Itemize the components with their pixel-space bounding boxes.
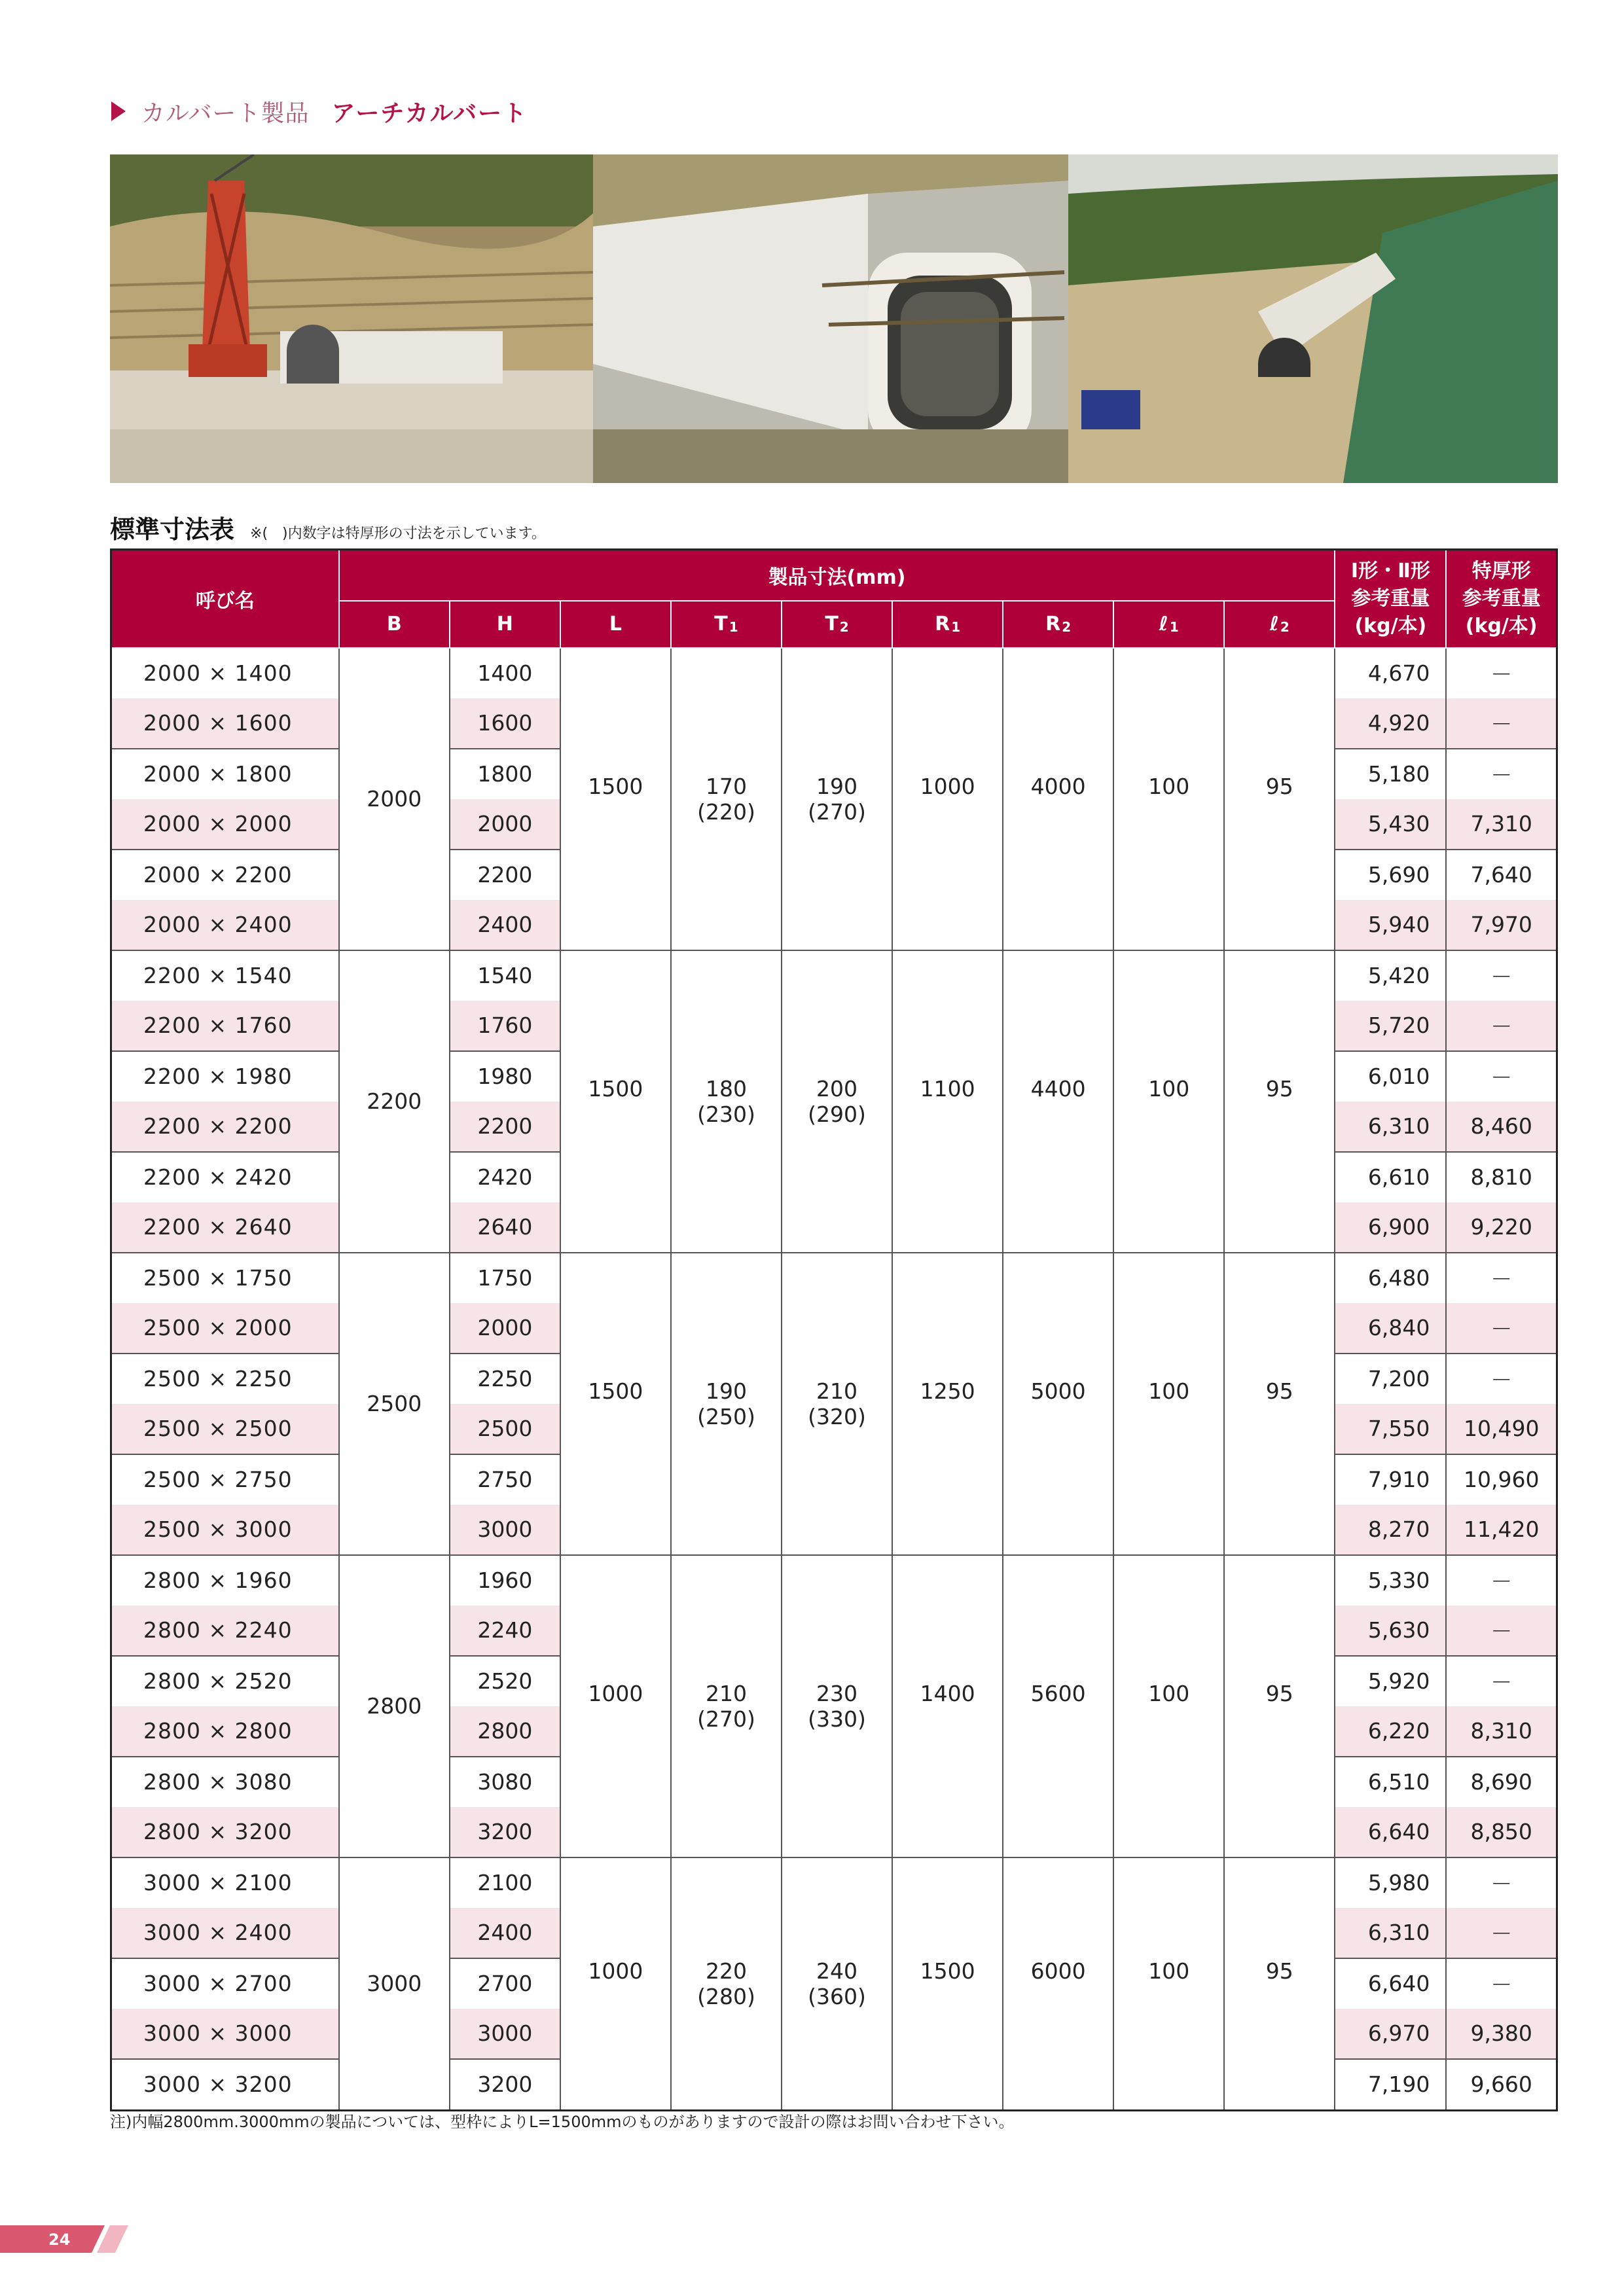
header-l1: ℓ 1 [1113, 601, 1224, 648]
cell-h: 2750 [450, 1454, 560, 1505]
cell-weight-thick: 8,850 [1446, 1807, 1557, 1857]
cell-l [560, 648, 671, 950]
cell-h: 2800 [450, 1706, 560, 1757]
cell-nominal-size: 2500 × 2000 [111, 1303, 339, 1354]
cell-h: 2240 [450, 1605, 560, 1656]
cell-l2-value: 95 [1265, 1680, 1293, 1706]
cell-weight-thick: － [1446, 1303, 1557, 1354]
cell-weight-standard: 5,330 [1335, 1555, 1446, 1605]
cell-t2-thick-value: (320) [808, 1403, 866, 1429]
cell-weight-thick: 8,690 [1446, 1757, 1557, 1807]
cell-b: 2000 [339, 648, 450, 950]
cell-t2-value: 200 [816, 1075, 858, 1102]
cell-l-value: 1500 [588, 1378, 643, 1404]
spacer [893, 799, 1002, 825]
cell-weight-standard: 5,180 [1335, 749, 1446, 799]
cell-weight-standard: 6,610 [1335, 1152, 1446, 1202]
cell-l1-value: 100 [1148, 1075, 1190, 1102]
section-title: 標準寸法表 [110, 515, 235, 544]
cell-weight-thick: 10,960 [1446, 1454, 1557, 1505]
cell-t1-value: 210 [705, 1680, 747, 1706]
header-name: 呼び名 [111, 550, 339, 648]
cell-weight-thick: 9,660 [1446, 2059, 1557, 2111]
spacer [561, 799, 670, 825]
cell-r1 [892, 1555, 1003, 1857]
cell-r2-value: 5600 [1030, 1680, 1086, 1706]
cell-l2 [1224, 648, 1335, 950]
cell-b: 2500 [339, 1253, 450, 1555]
cell-weight-standard: 8,270 [1335, 1505, 1446, 1555]
cell-weight-standard: 6,010 [1335, 1051, 1446, 1102]
spacer [893, 1102, 1002, 1127]
cell-weight-thick: 7,310 [1446, 799, 1557, 850]
cell-weight-thick: － [1446, 1354, 1557, 1404]
header-b: B [339, 601, 450, 648]
cell-weight-standard: 5,430 [1335, 799, 1446, 850]
cell-t2-thick-value: (330) [808, 1706, 866, 1732]
spacer [1225, 799, 1334, 825]
cell-h: 2500 [450, 1404, 560, 1454]
cell-l1-value: 100 [1148, 1958, 1190, 1984]
breadcrumb [111, 97, 528, 126]
cell-nominal-size: 2800 × 2800 [111, 1706, 339, 1757]
cell-t2-value: 240 [816, 1958, 858, 1984]
cell-l-value: 1000 [588, 1958, 643, 1984]
header-weight-thick: 特厚形 参考重量 (kg/本) [1446, 550, 1557, 648]
spacer [1225, 1706, 1334, 1732]
cell-l [560, 950, 671, 1253]
cell-weight-standard: 4,670 [1335, 648, 1446, 698]
cell-r2-value: 4000 [1030, 773, 1086, 799]
header-l: L [560, 601, 671, 648]
cell-h: 3200 [450, 2059, 560, 2111]
cell-nominal-size: 3000 × 2100 [111, 1857, 339, 1908]
cell-weight-standard: 6,640 [1335, 1958, 1446, 2009]
cell-weight-thick: － [1446, 1908, 1557, 1958]
cell-t1 [671, 1253, 782, 1555]
table-row [111, 1555, 1557, 1605]
cell-t1-thick-value: (230) [697, 1101, 755, 1127]
cell-t1-value: 170 [705, 773, 747, 799]
cell-weight-thick: － [1446, 1605, 1557, 1656]
cell-r2 [1003, 1253, 1113, 1555]
cell-r2-value: 5000 [1030, 1378, 1086, 1404]
cell-r2 [1003, 1555, 1113, 1857]
cell-weight-thick: 9,220 [1446, 1202, 1557, 1253]
header-h: H [450, 601, 560, 648]
cell-h: 2250 [450, 1354, 560, 1404]
cell-t2-value: 230 [816, 1680, 858, 1706]
cell-b: 2800 [339, 1555, 450, 1857]
cell-l [560, 1555, 671, 1857]
spacer [1003, 1404, 1113, 1429]
cell-nominal-size: 2200 × 1980 [111, 1051, 339, 1102]
cell-nominal-size: 2200 × 2420 [111, 1152, 339, 1202]
page-number-tab [0, 2225, 131, 2253]
header-r1: R 1 [892, 601, 1003, 648]
photo-crane-construction [110, 154, 593, 483]
cell-t2 [782, 648, 892, 950]
cell-nominal-size: 3000 × 2400 [111, 1908, 339, 1958]
spacer [1114, 1984, 1223, 2009]
cell-weight-standard: 5,720 [1335, 1001, 1446, 1051]
header-t2: T 2 [782, 601, 892, 648]
cell-t1-thick-value: (250) [697, 1403, 755, 1429]
cell-h: 2400 [450, 1908, 560, 1958]
header-weight-standard: Ⅰ形・Ⅱ形 参考重量 (kg/本) [1335, 550, 1446, 648]
cell-r1-value: 1250 [920, 1378, 975, 1404]
cell-weight-thick: 7,640 [1446, 850, 1557, 900]
breadcrumb-product: アーチカルバート [331, 99, 528, 127]
cell-r1 [892, 1253, 1003, 1555]
cell-nominal-size: 2500 × 1750 [111, 1253, 339, 1303]
cell-weight-thick: － [1446, 749, 1557, 799]
cell-r1 [892, 648, 1003, 950]
cell-t1-thick-value: (220) [697, 798, 755, 825]
cell-r1-value: 1100 [920, 1075, 975, 1102]
cell-r2 [1003, 950, 1113, 1253]
header-r2: R 2 [1003, 601, 1113, 648]
cell-r1-value: 1500 [920, 1958, 975, 1984]
cell-r1 [892, 1857, 1003, 2111]
spacer [1003, 1706, 1113, 1732]
cell-t1-value: 220 [705, 1958, 747, 1984]
spacer [1225, 1102, 1334, 1127]
section-note: ※( )内数字は特厚形の寸法を示しています。 [250, 526, 546, 542]
cell-nominal-size: 2200 × 2200 [111, 1102, 339, 1152]
cell-h: 2100 [450, 1857, 560, 1908]
cell-h: 2640 [450, 1202, 560, 1253]
cell-l1 [1113, 1857, 1224, 2111]
cell-nominal-size: 2000 × 2400 [111, 900, 339, 950]
spacer [1114, 1706, 1223, 1732]
cell-nominal-size: 2200 × 1540 [111, 950, 339, 1001]
cell-weight-standard: 6,970 [1335, 2009, 1446, 2059]
cell-nominal-size: 2500 × 2500 [111, 1404, 339, 1454]
cell-r1 [892, 950, 1003, 1253]
cell-weight-standard: 5,420 [1335, 950, 1446, 1001]
cell-l1-value: 100 [1148, 1378, 1190, 1404]
cell-weight-standard: 7,910 [1335, 1454, 1446, 1505]
cell-weight-standard: 5,940 [1335, 900, 1446, 950]
cell-nominal-size: 2200 × 1760 [111, 1001, 339, 1051]
table-row [111, 950, 1557, 1001]
cell-l2-value: 95 [1265, 1075, 1293, 1102]
cell-h: 1540 [450, 950, 560, 1001]
cell-weight-thick: 8,310 [1446, 1706, 1557, 1757]
cell-r1-value: 1400 [920, 1680, 975, 1706]
cell-l2 [1224, 1857, 1335, 2111]
cell-l2 [1224, 1555, 1335, 1857]
cell-t2 [782, 1857, 892, 2111]
spacer [561, 1102, 670, 1127]
cell-weight-thick: 9,380 [1446, 2009, 1557, 2059]
cell-t1-value: 190 [705, 1378, 747, 1404]
cell-t1-thick-value: (270) [697, 1706, 755, 1732]
cell-h: 2000 [450, 1303, 560, 1354]
cell-l2-value: 95 [1265, 1958, 1293, 1984]
cell-t1-thick-value: (280) [697, 1983, 755, 2009]
cell-weight-thick: － [1446, 1051, 1557, 1102]
cell-l-value: 1500 [588, 1075, 643, 1102]
table-row [111, 1857, 1557, 1908]
cell-weight-thick: 8,810 [1446, 1152, 1557, 1202]
cell-h: 1760 [450, 1001, 560, 1051]
cell-weight-standard: 6,900 [1335, 1202, 1446, 1253]
cell-r2 [1003, 1857, 1113, 2111]
cell-weight-thick: － [1446, 1857, 1557, 1908]
cell-h: 3080 [450, 1757, 560, 1807]
cell-weight-thick: － [1446, 1555, 1557, 1605]
cell-b: 2200 [339, 950, 450, 1253]
header-dimensions: 製品寸法(mm) [339, 550, 1335, 601]
cell-l1 [1113, 648, 1224, 950]
spacer [561, 1984, 670, 2009]
spacer [1003, 1102, 1113, 1127]
cell-h: 1980 [450, 1051, 560, 1102]
cell-t2 [782, 1555, 892, 1857]
cell-nominal-size: 2800 × 3080 [111, 1757, 339, 1807]
cell-l [560, 1253, 671, 1555]
footnote: 注)内幅2800mm.3000mmの製品については、型枠によりL=1500mmのものがありますので設計の際はお問い合わせ下さい。 [110, 2113, 1015, 2131]
cell-t1-value: 180 [705, 1075, 747, 1102]
cell-r1-value: 1000 [920, 773, 975, 799]
spacer [1003, 799, 1113, 825]
cell-weight-thick: － [1446, 1656, 1557, 1706]
cell-weight-thick: － [1446, 1001, 1557, 1051]
spacer [1114, 1102, 1223, 1127]
cell-weight-thick: － [1446, 648, 1557, 698]
cell-h: 2420 [450, 1152, 560, 1202]
photo-strip [110, 154, 1558, 483]
cell-weight-standard: 7,200 [1335, 1354, 1446, 1404]
cell-weight-standard: 7,550 [1335, 1404, 1446, 1454]
cell-h: 3000 [450, 2009, 560, 2059]
cell-l [560, 1857, 671, 2111]
cell-weight-standard: 6,310 [1335, 1102, 1446, 1152]
cell-h: 2400 [450, 900, 560, 950]
cell-h: 2000 [450, 799, 560, 850]
cell-nominal-size: 3000 × 3000 [111, 2009, 339, 2059]
cell-l2 [1224, 950, 1335, 1253]
cell-t1 [671, 1555, 782, 1857]
cell-weight-standard: 5,690 [1335, 850, 1446, 900]
cell-nominal-size: 2000 × 2200 [111, 850, 339, 900]
cell-l2-value: 95 [1265, 1378, 1293, 1404]
cell-nominal-size: 2000 × 1800 [111, 749, 339, 799]
cell-t1 [671, 950, 782, 1253]
cell-t1 [671, 1857, 782, 2111]
cell-l1 [1113, 1253, 1224, 1555]
spacer [1225, 1404, 1334, 1429]
cell-l2-value: 95 [1265, 773, 1293, 799]
triangle-bullet-icon [111, 101, 126, 121]
cell-l-value: 1000 [588, 1680, 643, 1706]
page-number: 24 [48, 2231, 71, 2249]
header-t1: T 1 [671, 601, 782, 648]
cell-weight-thick: 7,970 [1446, 900, 1557, 950]
cell-nominal-size: 2500 × 2250 [111, 1354, 339, 1404]
spacer [893, 1984, 1002, 2009]
cell-weight-thick: － [1446, 698, 1557, 749]
cell-h: 2520 [450, 1656, 560, 1706]
spec-table [110, 548, 1558, 2111]
cell-h: 1750 [450, 1253, 560, 1303]
cell-nominal-size: 2000 × 2000 [111, 799, 339, 850]
cell-nominal-size: 2800 × 1960 [111, 1555, 339, 1605]
cell-h: 2200 [450, 850, 560, 900]
cell-weight-standard: 6,480 [1335, 1253, 1446, 1303]
cell-nominal-size: 2800 × 2240 [111, 1605, 339, 1656]
cell-r2 [1003, 648, 1113, 950]
cell-nominal-size: 2000 × 1600 [111, 698, 339, 749]
cell-r2-value: 6000 [1030, 1958, 1086, 1984]
cell-t2-thick-value: (290) [808, 1101, 866, 1127]
cell-h: 3000 [450, 1505, 560, 1555]
cell-nominal-size: 3000 × 2700 [111, 1958, 339, 2009]
cell-h: 1400 [450, 648, 560, 698]
table-row [111, 648, 1557, 698]
breadcrumb-category: カルバート製品 [141, 99, 310, 127]
cell-weight-thick: － [1446, 950, 1557, 1001]
cell-t1 [671, 648, 782, 950]
cell-nominal-size: 2500 × 3000 [111, 1505, 339, 1555]
cell-l1 [1113, 1555, 1224, 1857]
cell-weight-standard: 5,630 [1335, 1605, 1446, 1656]
cell-weight-standard: 6,510 [1335, 1757, 1446, 1807]
table-row [111, 1253, 1557, 1303]
cell-nominal-size: 2500 × 2750 [111, 1454, 339, 1505]
cell-t2-value: 210 [816, 1378, 858, 1404]
cell-weight-thick: 10,490 [1446, 1404, 1557, 1454]
cell-t2-thick-value: (360) [808, 1983, 866, 2009]
cell-nominal-size: 3000 × 3200 [111, 2059, 339, 2111]
cell-weight-standard: 6,640 [1335, 1807, 1446, 1857]
cell-weight-thick: 8,460 [1446, 1102, 1557, 1152]
cell-b: 3000 [339, 1857, 450, 2111]
section-header [110, 509, 546, 545]
photo-culvert-section [593, 154, 1068, 483]
cell-weight-thick: 11,420 [1446, 1505, 1557, 1555]
cell-weight-thick: － [1446, 1958, 1557, 2009]
cell-h: 1600 [450, 698, 560, 749]
cell-h: 1800 [450, 749, 560, 799]
cell-weight-standard: 5,980 [1335, 1857, 1446, 1908]
cell-r2-value: 4400 [1030, 1075, 1086, 1102]
cell-h: 3200 [450, 1807, 560, 1857]
cell-t2 [782, 1253, 892, 1555]
spacer [561, 1404, 670, 1429]
cell-h: 2200 [450, 1102, 560, 1152]
photo-culvert-site [1068, 154, 1558, 483]
cell-weight-standard: 6,220 [1335, 1706, 1446, 1757]
cell-weight-standard: 5,920 [1335, 1656, 1446, 1706]
cell-weight-thick: － [1446, 1253, 1557, 1303]
header-l2: ℓ 2 [1224, 601, 1335, 648]
cell-weight-standard: 6,840 [1335, 1303, 1446, 1354]
spacer [561, 1706, 670, 1732]
spacer [1114, 799, 1223, 825]
cell-weight-standard: 4,920 [1335, 698, 1446, 749]
spacer [1003, 1984, 1113, 2009]
spacer [893, 1404, 1002, 1429]
cell-l1-value: 100 [1148, 1680, 1190, 1706]
cell-t2 [782, 950, 892, 1253]
cell-l1 [1113, 950, 1224, 1253]
cell-l2 [1224, 1253, 1335, 1555]
cell-weight-standard: 6,310 [1335, 1908, 1446, 1958]
cell-nominal-size: 2200 × 2640 [111, 1202, 339, 1253]
cell-nominal-size: 2800 × 3200 [111, 1807, 339, 1857]
cell-l-value: 1500 [588, 773, 643, 799]
cell-h: 1960 [450, 1555, 560, 1605]
spacer [1114, 1404, 1223, 1429]
cell-nominal-size: 2000 × 1400 [111, 648, 339, 698]
cell-l1-value: 100 [1148, 773, 1190, 799]
cell-t2-thick-value: (270) [808, 798, 866, 825]
spacer [893, 1706, 1002, 1732]
spec-table-body [111, 648, 1557, 2111]
spacer [1225, 1984, 1334, 2009]
cell-h: 2700 [450, 1958, 560, 2009]
cell-t2-value: 190 [816, 773, 858, 799]
cell-nominal-size: 2800 × 2520 [111, 1656, 339, 1706]
cell-weight-standard: 7,190 [1335, 2059, 1446, 2111]
